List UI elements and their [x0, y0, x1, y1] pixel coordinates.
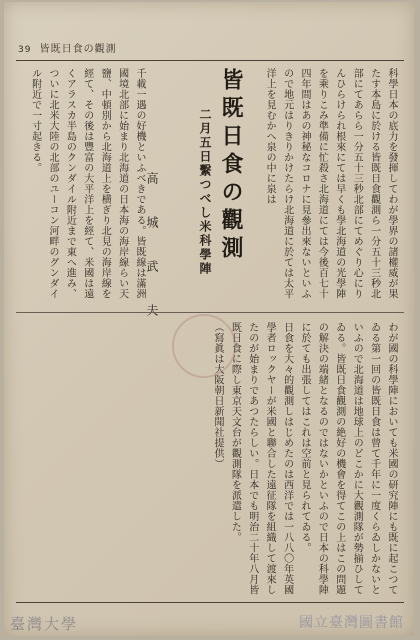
article-upper-left-text: 千載一遇の好機といふべきである。皆既線は滿洲國境北部に始まり北海道の日本海の海岸線らい天鹽、中頓別から北海道上を横ぎり北見の海岸線を經て、その後は豐富の大平洋上を經て、米國は遠くアラスカ半島のクンダイル附近まで東へ進み、ついに北米大陸の北部のユーコン河畔のグンダイル附近で一寸起きる。 [29, 68, 145, 299]
running-title: 皆既日食の觀測 [39, 44, 117, 55]
library-seal [172, 314, 236, 378]
article-subtitle: 二月五日繫つべし米科學陣 [198, 108, 212, 276]
library-watermark: 國立臺灣圖書館 [299, 615, 404, 631]
article-author: 高 城 武 夫 [145, 172, 159, 326]
article-title-block [174, 68, 246, 306]
university-watermark: 臺灣大學 [10, 615, 79, 633]
article-title: 皆既日食の觀測 [218, 68, 244, 264]
page-number: 39 [18, 45, 32, 55]
magazine-page [4, 2, 414, 636]
article-lower-text: わが國の科學陣においても米國の研究陣にも既に起こつてゐる第一回の皆既日食は曾て千年に一度くらゐしかないといふので北海道は地球上のどこかに大觀測隊が勢揃ひしてゐる。皆既日食觀測の絶好の機會を得てこの上はこの問題の解決の端緒となるのではないかといふので日本の科學陣に於ても出張してはこれは空前と見られてゐる。 日食を大々的觀測しはじめたのは西洋では一八八〇年英國學者ロックヤーが米國と聯合した遠征隊を組織して渡來したのが始まりであつたらしい。日本でも明治二十年八月皆既日食に際し東京天文台が觀測隊を派遣した。 （寫眞は大阪朝日新聞社提供） [4, 322, 400, 598]
footer-rule [16, 602, 404, 603]
header-rule [16, 60, 404, 61]
running-header [18, 40, 117, 55]
photo-credit: （寫眞は大阪朝日新聞社提供） [211, 322, 223, 469]
article-intro-text: 科學日本の底力を發揮してわが學界の諸權威が果たす本島に於ける皆既日食觀測ら一分五十三秒北部にてあらら一分五十三秒北部にてめぐり心にりんひらけられ根來にては早くも學北海道の光學陣を乘りこみ準備に忙殺さ北海道にては今後百七十四年間はあの神秘なコロナに見參出來ないといふので地元はりきりかけたらけ北海道に於ては太平洋上を見むかへ泉の中に泉は [264, 68, 397, 299]
section-divider [16, 312, 404, 313]
